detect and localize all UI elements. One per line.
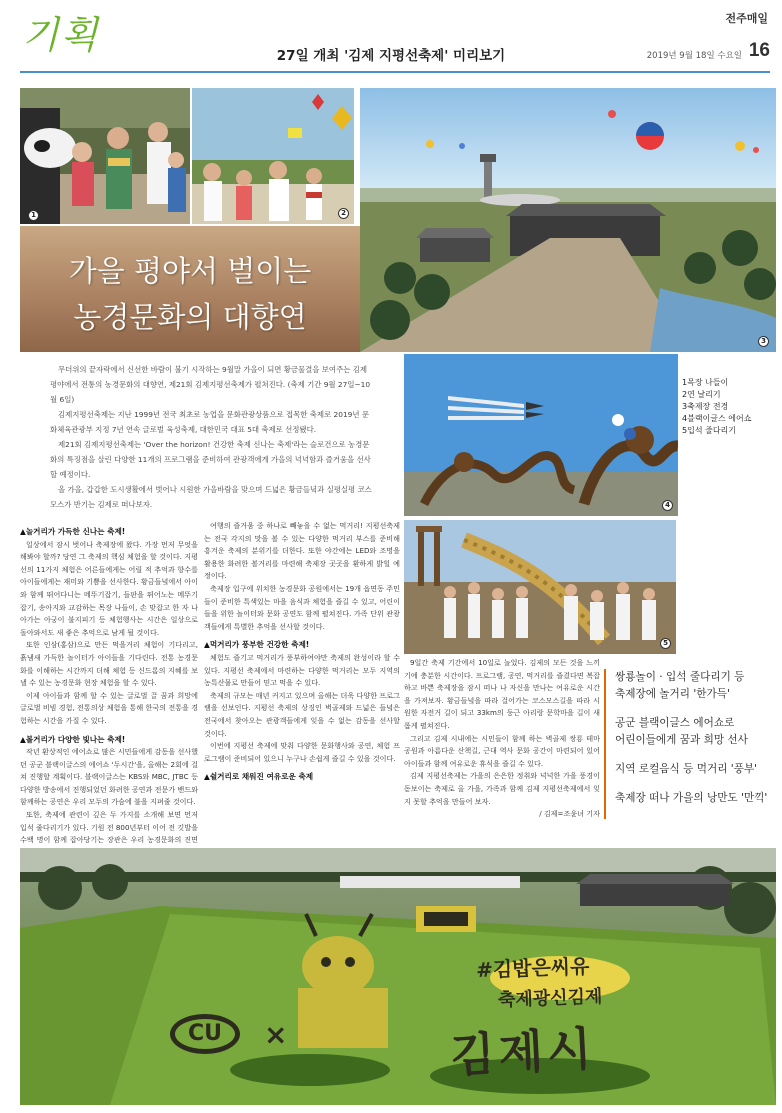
body-paragraph: 9일간 축제 기간에서 10일로 늘었다. 김제의 모든 것을 느끼기에 충분한 시간이다. 프로그램, 공연, 먹거리를 즐겼다면 복잡하고 바쁜 축제장을 잠시 떠나 나 자신을 만나는 여유로운 시간을 가져보자. 황금들녘을 따라 걸어가는 코스모스길을 따라 시원한 자전거 길이 되고 33km의 둥근 아리랑 문학마을 길이 새롭게 펼쳐진다.: [404, 658, 600, 730]
issue-date: 2019년 9월 18일 수요일: [646, 51, 742, 61]
lead-text-2: 김제지평선축제는 지난 1999년 전국 최초로 농업을 문화관광상품으로 접목한 축제로 2019년 문화체육관광부 지정 7년 연속 글로벌 육성축제, 대한민국 대표 5대 축제로 선정됐다.: [50, 410, 369, 434]
page-number: 16: [748, 40, 770, 61]
photo-number-4: 4: [662, 500, 673, 511]
header-rule: [20, 71, 770, 73]
body-paragraph: 그리고 김제 시내에는 시민들이 함께 하는 벽골제 쌍룡 테마 공원과 아름다운 산책길, 근대 역사 문화 공간이 마련되어 있어 아이들과 함께 여유로운 휴식을 즐길 수 있다.: [404, 733, 600, 768]
lead-text-3: 제21회 김제지평선축제는 'Over the horizon! 건강한 축제 신나는 축제'라는 슬로건으로 농경문화의 특징점을 살린 다양한 11개의 프로그램을 준비하여 관광객에게 가을의 넉넉함과 즐거움을 선사할 예정이다.: [50, 440, 371, 479]
body-paragraph: 체험도 즐기고 먹거리가 풍부하여야만 축제의 완성이라 할 수 있다. 지평선 축제에서 마련하는 다양한 먹거리는 모두 지역의 농특산물로 만들어 믿고 먹을 수 있다.: [204, 652, 400, 688]
photo-number-5: 5: [660, 638, 671, 649]
crop-art-hashtag: #김밥은씨유: [475, 954, 590, 982]
crop-art-logo: CU: [170, 1014, 240, 1054]
kite-flying-photo: [192, 88, 354, 224]
pull-quote-line: 지역 로컬음식 등 먹거리 '풍부': [615, 763, 758, 775]
caption-1: 1목장 나들이: [682, 378, 729, 387]
subhead-rest: ▲쉴거리로 채워진 여유로운 축제: [204, 772, 314, 782]
subhead-food: ▲먹거리가 풍부한 건강한 축제!: [204, 640, 310, 650]
airshow-photo: [404, 354, 678, 516]
pull-quote-line: 공군 블랙이글스 에어쇼로: [615, 717, 735, 729]
caption-5: 5입석 줄다리기: [682, 426, 737, 435]
article-column-3: [404, 657, 600, 821]
body-paragraph: 작년 환상적인 에어쇼로 많은 시민들에게 감동을 선사했던 공군 블랙이글스의 에어쇼 '두시간'을, 올해는 2회에 걸쳐 진행할 계획이다. 블랙이글스는 KBS와 MBC, JTBC 등 다양한 방송에서 진행되었던 화려한 공연과 전문가 밴드와 함께하는 공연은 우리 모두의 가슴에 불을 지펴줄 것이다.: [20, 747, 198, 807]
crop-art-slogan: 축제광신김제: [497, 986, 603, 1011]
pull-quote-4: [615, 790, 776, 807]
body-paragraph: 또한, 축제에 관련이 깊은 두 가지를 소개해 보면 먼저 입석 줄다리기가 있다. 기원 전 800년부터 이어 전 깃발을 수백 명이 함께 잡아당기는 장관은 우리 농경문화의 진면: [20, 810, 198, 845]
body-paragraph: 또한 인삼(홍삼)으로 만든 먹을거리 체험이 기다리고, 흙냄새 가득한 놀이터가 아이들을 기다린다. 전통 농경문화를 이해하는 시간까지 더해 체험 등 신드롬의 지혜를 보낼 수 있는 농경문화 현장 체험을 할 수 있다.: [20, 640, 198, 688]
tug-of-war-photo: [404, 520, 676, 654]
festival-aerial-photo: [360, 88, 776, 352]
pull-quote-line: 쌍룡놀이 · 입석 줄다리기 등: [615, 671, 745, 683]
lead-text-4: 올 가을, 갑갑한 도시생활에서 벗어나 시원한 가을바람을 맞으며 드넓은 황금들녘과 실평실평 코스모스가 반기는 김제로 떠나보자.: [50, 485, 372, 509]
photo-number-1: 1: [28, 210, 39, 221]
pull-quote-3: [615, 761, 776, 778]
page-header: [0, 0, 782, 86]
caption-4: 4블랙이글스 에어쇼: [682, 414, 752, 423]
headline: [20, 248, 360, 340]
article-column-1: [20, 520, 198, 897]
section-label: 기획: [22, 13, 100, 57]
body-paragraph: 여행의 즐거움 중 하나로 빼놓을 수 없는 먹거리! 지평선축제는 전국 각지의 맛을 볼 수 있는 다양한 먹거리 부스를 준비해 흥겨운 축제의 분위기를 더한다. 또한 야간에는 LED와 조명을 활용한 화려한 볼거리를 마련해 축제장 곳곳을 환하게 밝힐 예정이다.: [204, 521, 400, 581]
headline-line-1: 가을 평야서 벌이는: [68, 254, 312, 288]
crop-art-mark: ×: [264, 1018, 288, 1051]
lead-text-1: 무더위의 끝자락에서 신선한 바람이 불기 시작하는 9월말 가을이 되면 황금물결을 보여주는 김제평야에서 전통의 농경문화의 대향연, 제21회 김제지평선축제가 펼쳐진다. (축제 기간 9월 27일~10월 6일): [50, 365, 371, 404]
headline-line-2: 농경문화의 대향연: [73, 300, 307, 334]
article-column-2: [204, 520, 400, 784]
pull-quotes: [604, 669, 776, 819]
headline-banner: [20, 226, 360, 352]
pull-quote-line: 어린이들에게 꿈과 희망 선사: [615, 734, 748, 746]
body-paragraph: 축제장 입구에 위치한 농경문화 공원에서는 19개 읍면동 주민들이 준비한 특색있는 마을 음식과 체험을 즐길 수 있고, 어린이들을 위한 놀이터와 문화 공연도 함께 펼쳐진다. 가족 단위 관광객들에게 특별한 추억을 선사할 것이다.: [204, 583, 400, 631]
page-title: 27일 개최 '김제 지평선축제' 미리보기: [276, 48, 506, 64]
body-paragraph: 이제 아이들과 함께 할 수 있는 글로벌 끌 꿈과 희망에 글로벌 비빔 경험, 전통의상 체험을 통해 한국의 전통을 경험하는 시간을 가질 수 있다.: [20, 690, 198, 725]
newspaper-name: 전주매일: [725, 12, 768, 25]
subhead-fun: ▲놀거리가 가득한 신나는 축제!: [20, 527, 126, 536]
pull-quote-line: 축제장에 놀거리 '한가득': [615, 688, 730, 700]
rice-field-art-photo: [20, 848, 776, 1105]
body-paragraph: 이번에 지평선 축제에 맞춰 다양한 문화행사와 공연, 체험 프로그램이 준비되어 있으니 누구나 손쉽게 즐길 수 있을 것이다.: [204, 741, 400, 763]
caption-3: 3축제장 전경: [682, 402, 729, 411]
caption-2: 2연 날리기: [682, 390, 721, 399]
subhead-sights: ▲볼거리가 다양한 빛나는 축제!: [20, 734, 126, 744]
byline: / 김제=조윤녀 기자: [539, 809, 600, 819]
body-paragraph: 일상에서 잠시 벗어나 축제장에 왔다. 가장 먼저 무엇을 해봐야 할까? 당연 그 축제의 핵심 체험을 할 것이다. 지평선의 11가지 체험은 어른들에게는 어릴 적 추억과 향수를 아이들에게는 재미와 기쁨을 선사한다. 황금들녘에서 아이와 함께 뛰어다니는 메뚜기잡기, 들판을 뛰어노는 메뚜기 잡기, 송아지와 교감하는 목장 나들이, 손 맞잡고 한 자 나아가는 아궁이 불지피기 등 체험행사는 시간은 일상으로 돌아와서도 새 좋은 추억으로 남게 될 것이다.: [20, 539, 198, 637]
pull-quote-2: [615, 715, 776, 749]
photo-captions: [682, 377, 776, 437]
photo-number-3: 3: [758, 336, 769, 347]
pull-quote-1: [615, 669, 776, 703]
lead-paragraph: [50, 362, 374, 512]
body-paragraph: 김제 지평선축제는 가을의 은은한 정취와 넉넉한 가을 풍경이 돋보이는 축제로 올 가을, 가족과 함께 김제 지평선축제에서 잊지 못할 추억을 만들어 보자.: [404, 771, 600, 806]
photo-number-2: 2: [338, 208, 349, 219]
crop-art-city: 김제시: [448, 1021, 597, 1083]
farm-visit-photo: [20, 88, 190, 224]
body-paragraph: 축제의 규모는 매년 커지고 있으며 올해는 더욱 다양한 프로그램을 선보인다. 지평선 축제의 상징인 벽골제와 드넓은 들녘은 전국에서 찾아오는 관광객들에게 잊을 수 없는 감동을 선사할 것이다.: [204, 690, 400, 738]
pull-quote-line: 축제장 떠나 가을의 낭만도 '만끽': [615, 792, 768, 804]
